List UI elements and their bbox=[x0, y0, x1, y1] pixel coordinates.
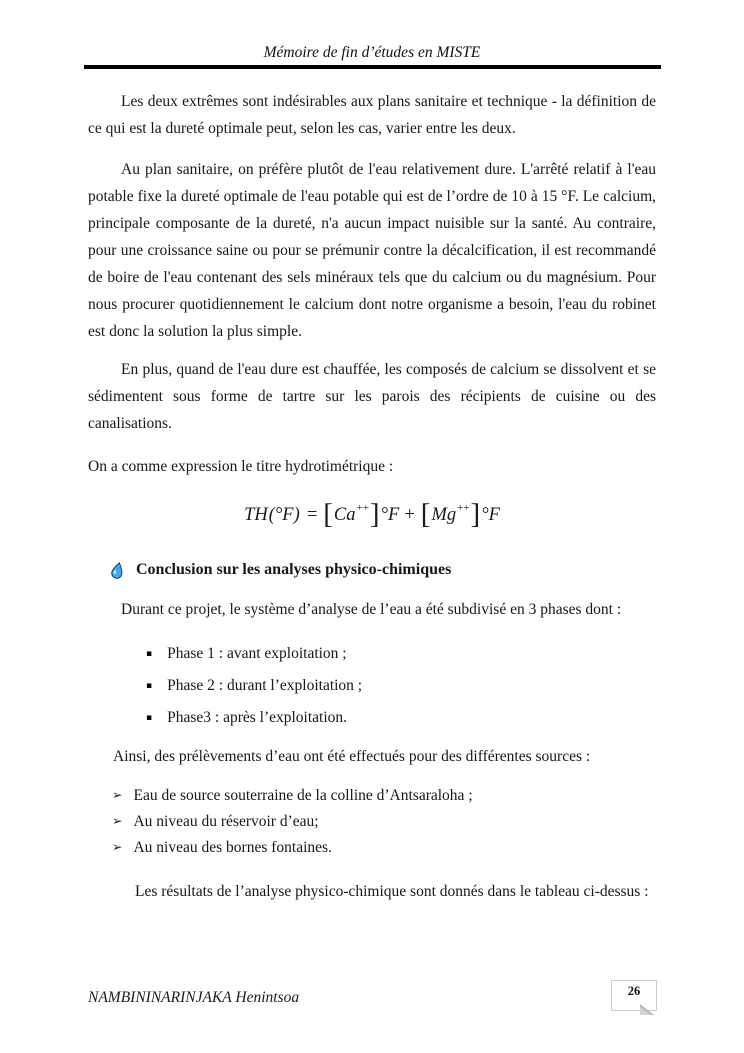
water-droplet-icon bbox=[111, 562, 124, 579]
phase-3-label: Phase3 : après l’exploitation. bbox=[167, 709, 348, 726]
results-note: Les résultats de l’analyse physico-chimique sont donnés dans le tableau ci-dessus : bbox=[135, 883, 649, 900]
header-rule bbox=[84, 65, 661, 69]
list-item-source-2 bbox=[112, 809, 656, 835]
list-item-source-3 bbox=[112, 835, 656, 861]
formula-ca: Ca bbox=[333, 504, 356, 525]
formula-right-bracket: ] bbox=[369, 497, 380, 530]
arrow-bullet-icon: ➢ bbox=[112, 839, 123, 854]
phase-2-label: Phase 2 : durant l’exploitation ; bbox=[167, 677, 363, 694]
square-bullet-icon: ▪ bbox=[146, 713, 153, 723]
formula-th: TH bbox=[244, 504, 268, 525]
paragraph-sanitary-plan: Au plan sanitaire, on préfère plutôt de l'eau relativement dure. L'arrêté relatif à l'eau potable fixe la dureté optimale de l'eau potable qui est de l’ordre de 10 à 15 °F. Le calcium, principale composante de la dureté, n'a aucun impact nuisible sur la santé. Au contraire, pour une croissance saine ou pour se prémunir contre la décalcification, il est recommandé de boire de l'eau contenant des sels minéraux tels que du calcium ou du magnésium. Pour nous procurer quotidiennement le calcium dont notre organisme a besoin, l'eau du robinet est donc la solution la plus simple. bbox=[88, 161, 656, 340]
paragraph-th-expression-intro: On a comme expression le titre hydrotimétrique : bbox=[88, 458, 394, 475]
source-list bbox=[88, 783, 656, 861]
list-item-phase-3 bbox=[146, 704, 656, 734]
formula-mg-superscript: ++ bbox=[457, 501, 470, 514]
formula-arg: (°F) bbox=[268, 504, 300, 525]
phases-intro: Durant ce projet, le système d’analyse de l’eau a été subdivisé en 3 phases dont : bbox=[121, 601, 622, 618]
formula-left-bracket-2: [ bbox=[420, 497, 431, 530]
conclusion-heading-row bbox=[88, 559, 656, 581]
list-item-phase-2 bbox=[146, 672, 656, 702]
conclusion-heading: Conclusion sur les analyses physico-chimiques bbox=[136, 561, 452, 578]
arrow-bullet-icon: ➢ bbox=[112, 813, 123, 828]
phase-list bbox=[88, 640, 656, 734]
square-bullet-icon: ▪ bbox=[146, 681, 153, 691]
arrow-bullet-icon: ➢ bbox=[112, 787, 123, 802]
header-title: Mémoire de fin d’études en MISTE bbox=[263, 44, 481, 61]
folded-corner-icon bbox=[639, 1004, 655, 1016]
page-number-badge bbox=[611, 980, 657, 1011]
formula-right-bracket-2: ] bbox=[470, 497, 481, 530]
paragraph-hardness-definition: Les deux extrêmes sont indésirables aux plans sanitaire et technique - la définition de ce qui est la dureté optimale peut, selon les cas, varier entre les deux. bbox=[88, 93, 656, 137]
sources-intro: Ainsi, des prélèvements d’eau ont été effectués pour des différentes sources : bbox=[113, 748, 591, 765]
square-bullet-icon: ▪ bbox=[146, 649, 153, 659]
formula-equals: = bbox=[305, 504, 319, 525]
source-3-label: Au niveau des bornes fontaines. bbox=[133, 839, 332, 856]
paragraph-hard-water-heating: En plus, quand de l'eau dure est chauffée, les composés de calcium se dissolvent et se sédimentent sous forme de tartre sur les parois des récipients de cuisine ou des canalisations. bbox=[88, 361, 656, 432]
formula-degree-f-2: °F bbox=[481, 504, 500, 525]
page-number: 26 bbox=[627, 984, 641, 998]
page-header bbox=[88, 44, 656, 69]
th-formula bbox=[88, 497, 656, 533]
formula-plus: + bbox=[403, 504, 416, 525]
phase-1-label: Phase 1 : avant exploitation ; bbox=[167, 645, 347, 662]
formula-degree-f-1: °F bbox=[380, 504, 400, 525]
formula-ca-superscript: ++ bbox=[356, 501, 369, 514]
formula-left-bracket: [ bbox=[323, 497, 333, 530]
source-1-label: Eau de source souterraine de la colline d’Antsaraloha ; bbox=[133, 787, 473, 804]
source-2-label: Au niveau du réservoir d’eau; bbox=[133, 813, 319, 830]
list-item-source-1 bbox=[112, 783, 656, 809]
formula-mg: Mg bbox=[431, 504, 457, 525]
list-item-phase-1 bbox=[146, 640, 656, 670]
footer-author: NAMBININARINJAKA Henintsoa bbox=[88, 989, 300, 1006]
